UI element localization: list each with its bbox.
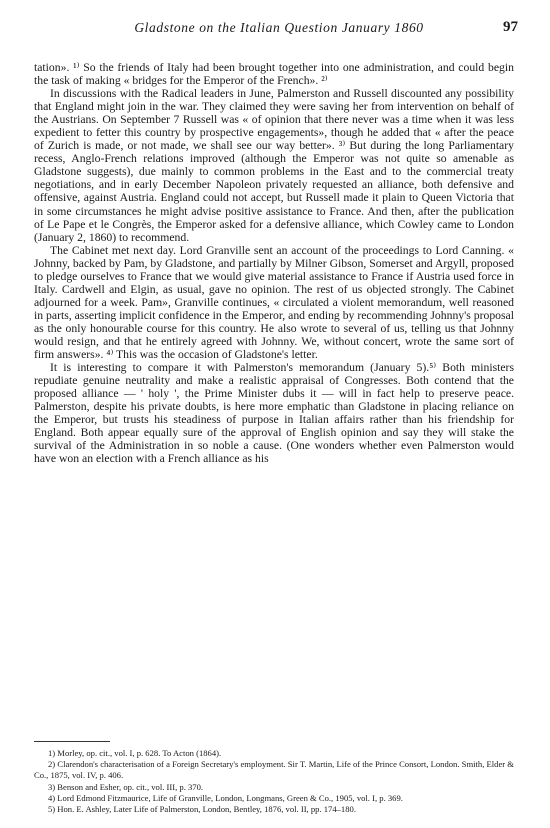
paragraph: The Cabinet met next day. Lord Granville sent an account of the proceedings to Lord Canning. « Johnny, backed by Pam, by Gladstone, and partially by Milner Gibson, Somerset and Argyll, proposed to pledge ourselves to France that we would give material assistance to France if Austria used force in Italy. Cardwell and Elgin, as usual, gave no opinion. The rest of us objected strongly. The Cabinet adjourned for a week. Pam», Granville continues, « circulated a violent memorandum, well reasoned in parts, asserting implicit confidence in the Emperor, and ending by recommending Johnny's proposal as the only honourable course for this country. He also wrote to several of us, telling us that Johnny would resign, and that he entirely agreed with Johnny. We, without concert, wrote the same sort of firm answers». ⁴⁾ This was the occasion of Gladstone's letter.	[34, 243, 514, 362]
footnote: 1) Morley, op. cit., vol. I, p. 628. To Acton (1864).	[48, 748, 222, 758]
paragraph: It is interesting to compare it with Palmerston's memorandum (January 5).⁵⁾ Both ministers repudiate genuine neutrality and make a realistic appraisal of Congresses. Both contend that the proposed alliance — ' holy ', the Prime Minister dubs it — will in fact help to preserve peace. Palmerston, despite his private doubts, is here more emphatic than Gladstone in placing reliance on the Emperor, but trusts his steadiness of purpose in Italian affairs rather than his friendship for England. Both appear equally sure of the approval of English opinion and say they will stake the survival of the Administration in so noble a cause. (One wonders whether even Palmerston would have won an election with a French alliance as his	[34, 361, 514, 466]
page-number: 97	[503, 19, 518, 35]
paragraph: tation». ¹⁾ So the friends of Italy had been brought together into one administration, and could begin the task of making « bridges for the Emperor of the French». ²⁾	[34, 61, 514, 88]
running-head	[40, 20, 518, 42]
footnote-rule	[34, 741, 110, 742]
footnotes	[34, 748, 514, 815]
footnote: 5) Hon. E. Ashley, Later Life of Palmerston, London, Bentley, 1876, vol. II, pp. 174–180.	[48, 804, 356, 815]
running-title: Gladstone on the Italian Question January 1860	[134, 20, 424, 35]
footnote: 4) Lord Edmond Fitzmaurice, Life of Granville, London, Longmans, Green & Co., 1905, vol. I, p. 369.	[48, 792, 403, 803]
body-text	[34, 61, 514, 465]
footnote: 3) Benson and Esher, op. cit., vol. III, p. 370.	[48, 781, 204, 792]
footnote: 2) Clarendon's characterisation of a Foreign Secretary's employment. Sir T. Martin, Life of the Prince Consort, London. Smith, Elder & Co., 1875, vol. IV, p. 406.	[34, 759, 514, 781]
paragraph: In discussions with the Radical leaders in June, Palmerston and Russell discounted any possibility that England might join in the war. They claimed they were saving her from intervention on behalf of the Austrians. On September 7 Russell was « of opinion that there never was a time when it was less expedient to fetter this country by prospective engagements», though he added that « after the peace of Zurich is made, or not made, we shall see our way better». ³⁾ But during the long Parliamentary recess, Anglo-French relations improved (although the Emperor was not quite so amenable as Gladstone suggests), due mainly to common problems in the East and to the commercial treaty negotiations, and in early December Napoleon privately requested an alliance, both defensive and offensive, against Austria. England could not accept, but Russell made it plain to Queen Victoria that in some circumstances he might advise positive assistance to France. And then, after the publication of Le Pape et le Congrès, the Emperor asked for a defensive alliance, which Cowley came to London (January 2, 1860) to recommend.	[34, 87, 514, 244]
